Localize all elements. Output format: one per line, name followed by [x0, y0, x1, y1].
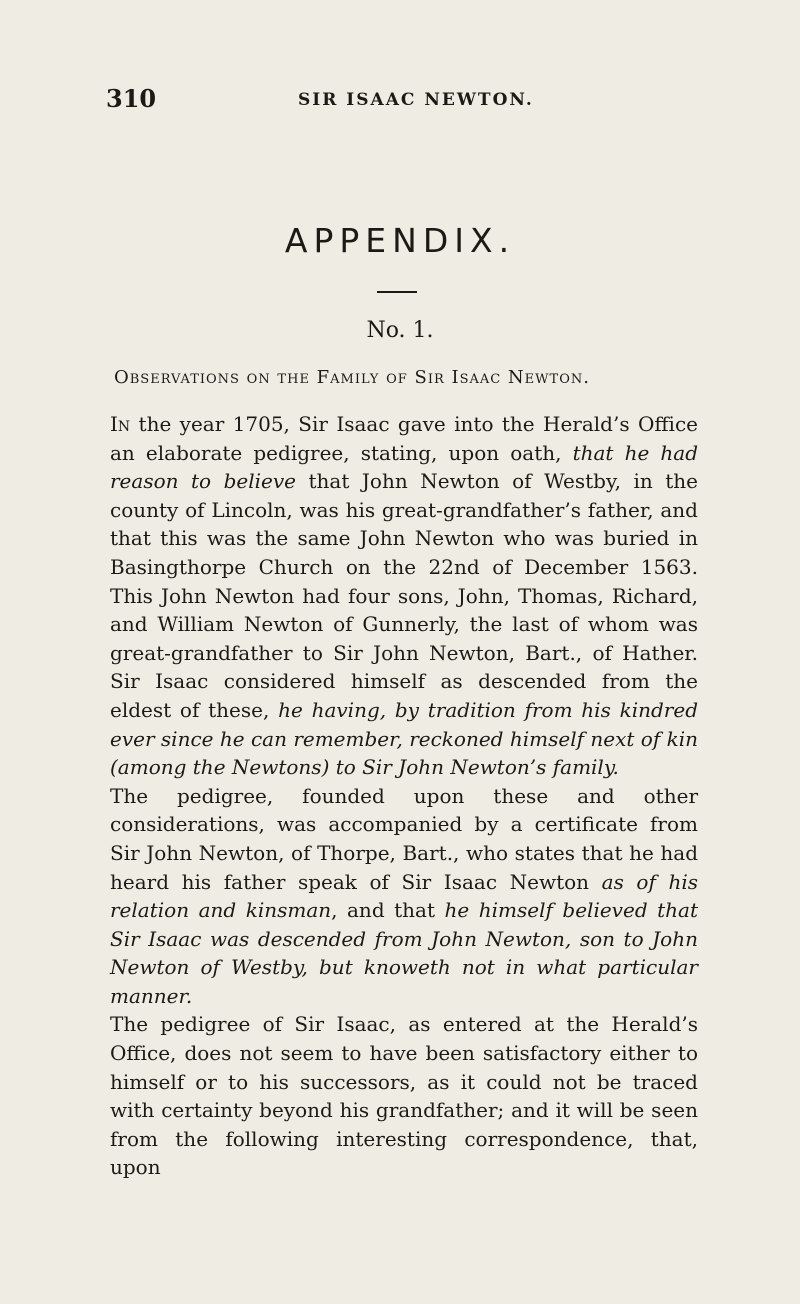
text-run: that John Newton of Westby, in the county of Lincoln, was his great-grandfather’s father, and that this was the same John Newton who was buried in Basingthorpe Church on the 22nd of December 1563. This John Newton had four sons, John, Thomas, Richard, and William Newton of Gunnerly, the last of whom was great-grandfather to Sir John Newton, Bart., of Hather. Sir Isaac considered himself as descended from the eldest of these,	[110, 469, 698, 722]
text-run: In	[110, 412, 131, 436]
appendix-title: APPENDIX.	[284, 221, 516, 260]
text-run: The pedigree, founded upon these and other considerations, was accompanied by a certificate from Sir John Newton, of Thorpe, Bart., who states that he had heard his father speak of Sir Isaac Newton	[110, 783, 698, 894]
section-number: No. 1.	[366, 318, 434, 343]
text-run-italic: he himself believed that Sir Isaac was descended from John Newton, son to John Newton of Westby, but knoweth not in what particular manner.	[110, 898, 699, 1008]
divider-rule	[377, 291, 417, 293]
body-text	[110, 410, 698, 1182]
paragraph-3	[110, 1010, 698, 1182]
page-number: 310	[106, 84, 157, 113]
text-run-italic: he having, by tradition from his kindred ever since he can remember, reckoned himself next of kin (among the Newtons) to Sir John Newton’s family.	[110, 697, 698, 780]
paragraph-1	[110, 410, 698, 782]
text-run: the year 1705, Sir Isaac gave into the Herald’s Office an elaborate pedigree, stating, upon oath,	[110, 412, 698, 465]
text-run: The pedigree of Sir Isaac, as entered at the Herald’s Office, does not seem to have been satisfactory either to himself or to his successors, as it could not be traced with certainty beyond his grandfather; and it will be seen from the following interesting correspondence, that, upon	[110, 1012, 698, 1180]
text-run-italic: that he had reason to believe	[110, 440, 698, 494]
text-run-italic: as of his relation and kinsman	[110, 869, 699, 923]
text-run: , and that	[331, 898, 445, 923]
section-heading: Observations on the Family of Sir Isaac Newton.	[114, 367, 590, 388]
paragraph-2	[110, 782, 698, 1011]
running-head: SIR ISAAC NEWTON.	[298, 90, 534, 110]
